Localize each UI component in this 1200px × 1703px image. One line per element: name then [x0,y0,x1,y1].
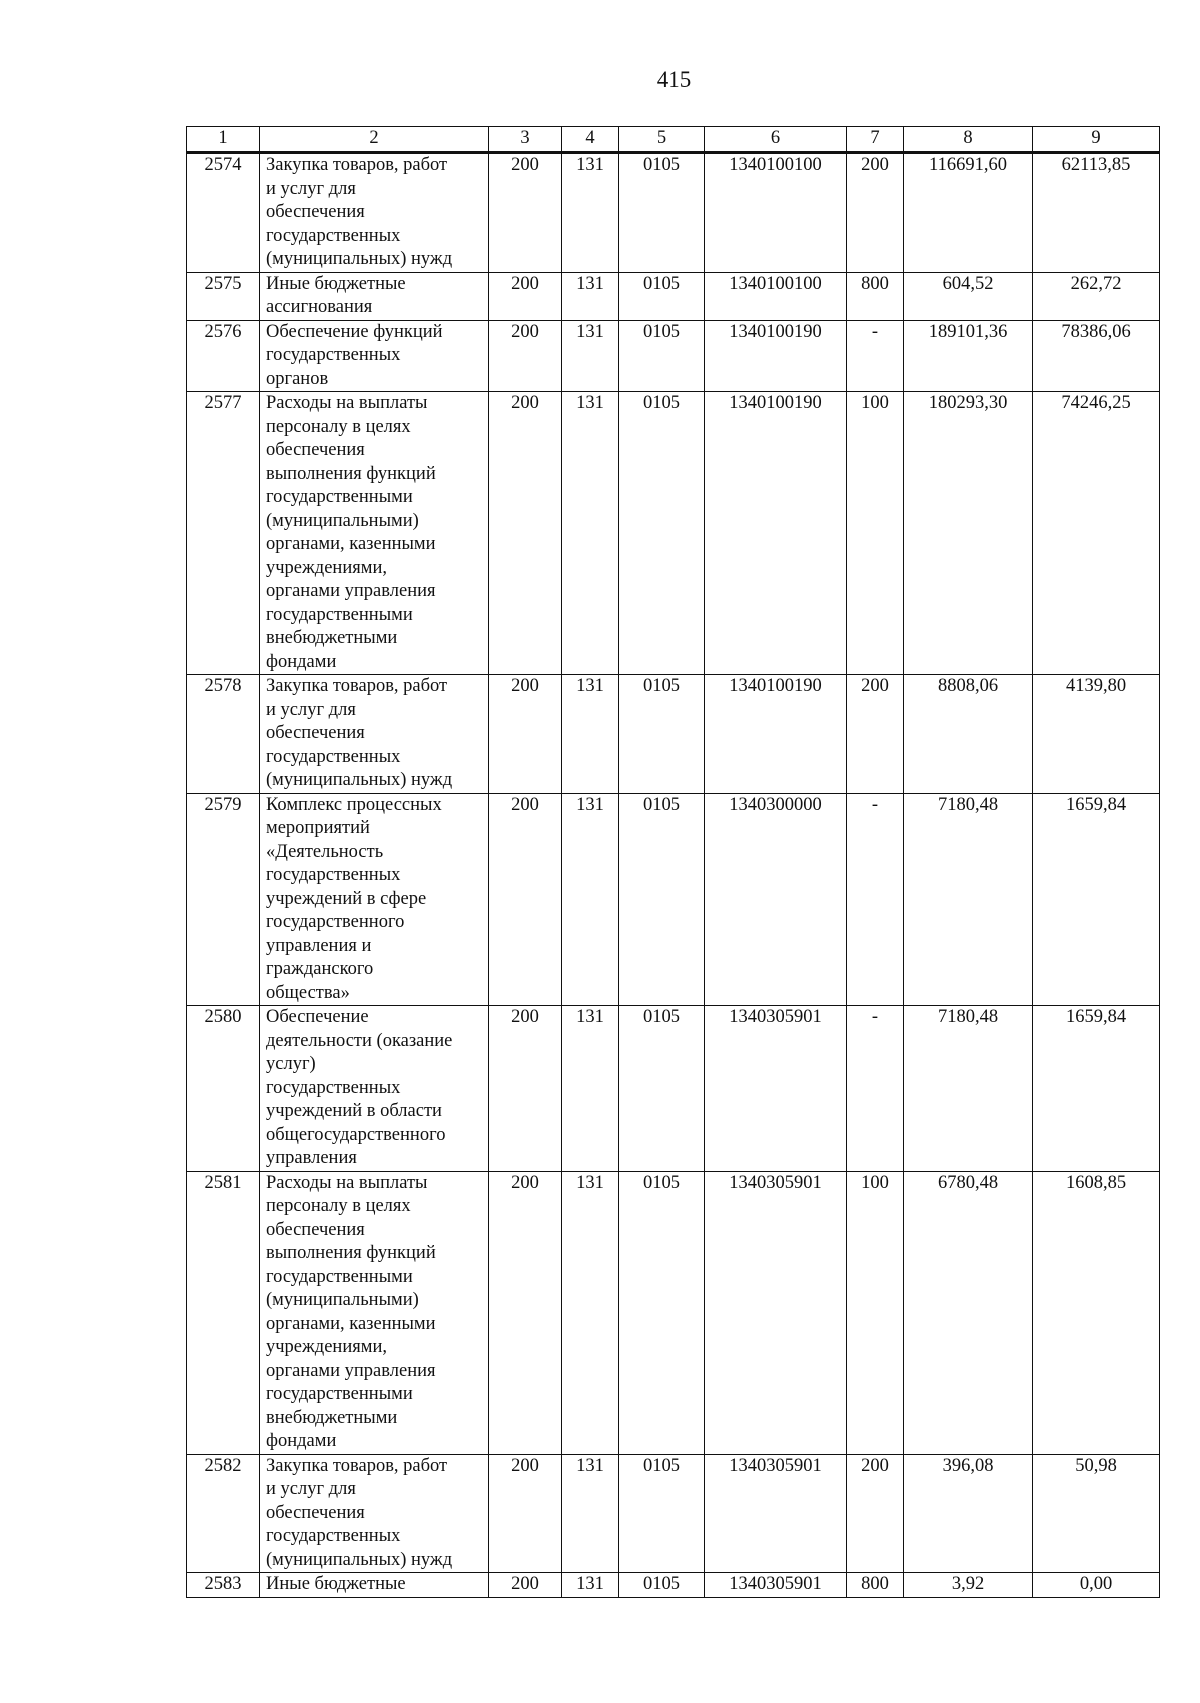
amount-col9-cell: 1608,85 [1033,1171,1160,1454]
expense-name-line: Комплекс процессных [266,794,442,815]
table-row [187,1171,1160,1454]
code-col3-cell: 200 [489,675,562,794]
target-article-cell: 1340305901 [705,1573,847,1598]
table-row [187,1454,1160,1573]
code-col4-cell: 131 [562,1006,619,1172]
expense-name-line: обеспечения [266,1219,365,1240]
amount-col8-cell: 6780,48 [904,1171,1033,1454]
expense-name-line: Иные бюджетные [266,273,406,294]
expense-type-cell: 100 [847,1171,904,1454]
target-article-cell: 1340100100 [705,153,847,273]
code-col4-cell: 131 [562,1573,619,1598]
expense-name-line: органов [266,368,329,389]
header-row [187,127,1160,153]
expense-name-line: обеспечения [266,723,365,743]
expense-name-line: (муниципальными) [266,510,419,531]
expense-name-line: государственных [266,865,401,885]
code-col3-cell: 200 [489,320,562,392]
expense-name-line: мероприятий [266,818,370,838]
amount-col9-cell: 50,98 [1033,1454,1160,1573]
page-number: 415 [656,67,692,92]
amount-col8-cell: 7180,48 [904,1006,1033,1172]
expense-name-line: государственных [266,1526,401,1546]
code-col4-cell: 131 [562,1454,619,1573]
amount-col9-cell: 0,00 [1033,1573,1160,1598]
expense-name-line: Закупка товаров, работ [266,1455,448,1476]
section-code-cell: 0105 [619,675,705,794]
expense-name-line: (муниципальных) нужд [266,770,453,790]
expense-name-line: фондами [266,651,337,672]
header-cell-7: 7 [847,127,904,153]
row-number-cell: 2579 [187,793,260,1006]
row-number-cell: 2576 [187,320,260,392]
row-number-cell: 2575 [187,272,260,320]
code-col4-cell: 131 [562,1171,619,1454]
expense-name-line: обеспечения [266,440,365,460]
amount-col9-cell: 1659,84 [1033,793,1160,1006]
expense-name-line: выполнения функций [266,463,436,484]
expense-name-line: государственными [266,1384,413,1404]
expense-type-cell: - [847,320,904,392]
expense-name-line: учреждений в сфере [266,888,427,909]
expense-name-line: органами, казенными [266,1313,436,1334]
section-code-cell: 0105 [619,1171,705,1454]
expense-name-line: гражданского [266,959,374,979]
amount-col9-cell: 1659,84 [1033,1006,1160,1172]
code-col4-cell: 131 [562,675,619,794]
expense-name-cell [260,320,489,392]
table-row [187,793,1160,1006]
expense-name-line: государственных [266,345,401,365]
expense-type-cell: 100 [847,392,904,675]
expense-name-line: Расходы на выплаты [266,393,428,413]
expense-type-cell: 800 [847,1573,904,1598]
target-article-cell: 1340100190 [705,392,847,675]
expense-name-line: управления [266,1148,357,1168]
amount-col8-cell: 3,92 [904,1573,1033,1598]
section-code-cell: 0105 [619,793,705,1006]
amount-col9-cell: 262,72 [1033,272,1160,320]
row-number-cell: 2583 [187,1573,260,1598]
expense-name-line: (муниципальных) нужд [266,1549,453,1570]
expense-type-cell: 200 [847,153,904,273]
header-cell-4: 4 [562,127,619,153]
expense-name-cell [260,153,489,273]
section-code-cell: 0105 [619,1006,705,1172]
expense-name-line: органами управления [266,581,436,601]
table-row [187,392,1160,675]
expense-name-line: фондами [266,1431,337,1451]
code-col4-cell: 131 [562,793,619,1006]
target-article-cell: 1340100100 [705,272,847,320]
expense-name-line: учреждений в области [266,1101,442,1121]
amount-col8-cell: 180293,30 [904,392,1033,675]
expense-name-line: Иные бюджетные [266,1574,406,1594]
header-cell-1: 1 [187,127,260,153]
expense-name-line: «Деятельность [266,841,384,862]
expense-name-line: общества» [266,982,350,1003]
expense-name-line: органами, казенными [266,534,436,554]
expense-name-cell [260,1171,489,1454]
code-col3-cell: 200 [489,793,562,1006]
table-body [187,153,1160,1598]
expense-name-cell [260,1006,489,1172]
expense-name-line: и услуг для [266,699,356,720]
target-article-cell: 1340100190 [705,320,847,392]
table-row [187,1006,1160,1172]
row-number-cell: 2577 [187,392,260,675]
code-col3-cell: 200 [489,1454,562,1573]
section-code-cell: 0105 [619,1454,705,1573]
section-code-cell: 0105 [619,153,705,273]
code-col4-cell: 131 [562,153,619,273]
expense-name-cell [260,793,489,1006]
code-col3-cell: 200 [489,392,562,675]
row-number-cell: 2578 [187,675,260,794]
expense-name-cell [260,675,489,794]
expense-name-line: государственных [266,1077,401,1098]
expense-name-line: государственными [266,604,413,625]
code-col3-cell: 200 [489,1006,562,1172]
expense-name-line: учреждениями, [266,1337,387,1357]
amount-col8-cell: 116691,60 [904,153,1033,273]
target-article-cell: 1340305901 [705,1454,847,1573]
expense-name-line: внебюджетными [266,628,398,648]
table-row [187,1573,1160,1598]
budget-table [186,126,1160,1598]
table-row [187,272,1160,320]
code-col3-cell: 200 [489,272,562,320]
expense-name-line: учреждениями, [266,557,387,578]
expense-name-line: (муниципальных) нужд [266,249,453,269]
expense-name-line: внебюджетными [266,1407,398,1428]
expense-name-line: деятельности (оказание [266,1030,453,1051]
code-col3-cell: 200 [489,153,562,273]
amount-col8-cell: 8808,06 [904,675,1033,794]
expense-name-line: (муниципальными) [266,1290,419,1310]
target-article-cell: 1340300000 [705,793,847,1006]
expense-name-line: выполнения функций [266,1243,436,1263]
code-col4-cell: 131 [562,320,619,392]
amount-col9-cell: 78386,06 [1033,320,1160,392]
expense-name-line: государственных [266,225,401,246]
header-cell-3: 3 [489,127,562,153]
expense-name-line: государственного [266,912,405,932]
table-row [187,153,1160,273]
expense-name-cell [260,272,489,320]
table-row [187,675,1160,794]
amount-col9-cell: 4139,80 [1033,675,1160,794]
expense-type-cell: 200 [847,1454,904,1573]
expense-name-line: персоналу в целях [266,416,411,437]
section-code-cell: 0105 [619,1573,705,1598]
expense-name-line: обеспечения [266,1502,365,1523]
expense-name-line: управления и [266,935,372,956]
expense-name-cell [260,392,489,675]
expense-name-line: Обеспечение [266,1007,369,1027]
section-code-cell: 0105 [619,320,705,392]
header-cell-9: 9 [1033,127,1160,153]
header-cell-6: 6 [705,127,847,153]
expense-name-cell [260,1573,489,1598]
target-article-cell: 1340305901 [705,1171,847,1454]
expense-name-line: Закупка товаров, работ [266,155,448,175]
expense-name-line: Расходы на выплаты [266,1172,428,1193]
expense-name-line: услуг) [266,1054,316,1074]
expense-name-line: персоналу в целях [266,1196,411,1216]
expense-name-line: государственными [266,487,413,507]
header-cell-5: 5 [619,127,705,153]
row-number-cell: 2580 [187,1006,260,1172]
code-col3-cell: 200 [489,1171,562,1454]
target-article-cell: 1340100190 [705,675,847,794]
expense-name-cell [260,1454,489,1573]
amount-col8-cell: 189101,36 [904,320,1033,392]
row-number-cell: 2574 [187,153,260,273]
amount-col8-cell: 396,08 [904,1454,1033,1573]
code-col4-cell: 131 [562,272,619,320]
expense-type-cell: - [847,793,904,1006]
expense-name-line: общегосударственного [266,1124,446,1145]
expense-name-line: Обеспечение функций [266,321,443,342]
expense-type-cell: 200 [847,675,904,794]
header-cell-2: 2 [260,127,489,153]
expense-name-line: государственными [266,1266,413,1287]
target-article-cell: 1340305901 [705,1006,847,1172]
expense-name-line: государственных [266,746,401,767]
expense-type-cell: - [847,1006,904,1172]
expense-name-line: и услуг для [266,178,356,199]
expense-name-line: Закупка товаров, работ [266,676,448,696]
code-col4-cell: 131 [562,392,619,675]
amount-col8-cell: 7180,48 [904,793,1033,1006]
header-cell-8: 8 [904,127,1033,153]
expense-name-line: органами управления [266,1360,436,1381]
row-number-cell: 2582 [187,1454,260,1573]
expense-type-cell: 800 [847,272,904,320]
amount-col8-cell: 604,52 [904,272,1033,320]
amount-col9-cell: 74246,25 [1033,392,1160,675]
amount-col9-cell: 62113,85 [1033,153,1160,273]
table-row [187,320,1160,392]
code-col3-cell: 200 [489,1573,562,1598]
expense-name-line: ассигнования [266,297,373,317]
section-code-cell: 0105 [619,392,705,675]
row-number-cell: 2581 [187,1171,260,1454]
expense-name-line: обеспечения [266,202,365,222]
section-code-cell: 0105 [619,272,705,320]
expense-name-line: и услуг для [266,1479,356,1499]
